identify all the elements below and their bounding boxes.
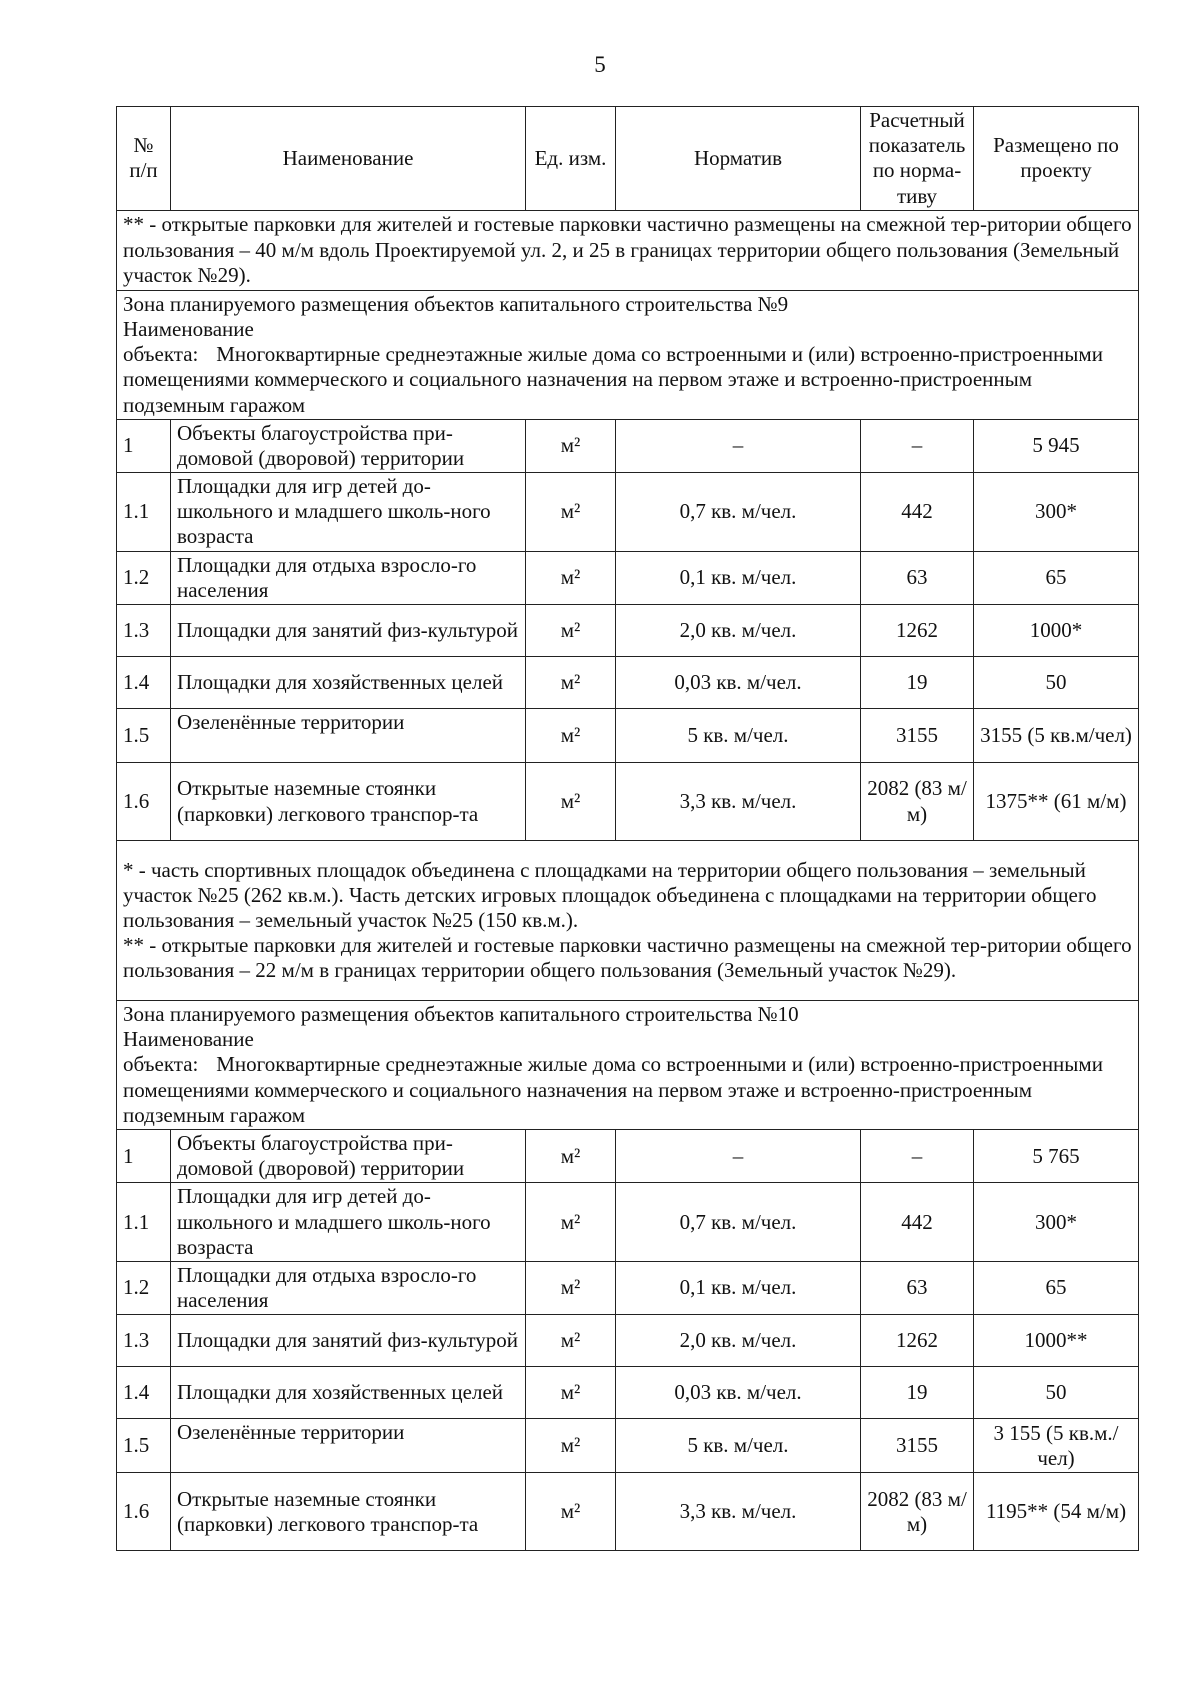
cell-norm: 0,1 кв. м/чел. — [616, 551, 861, 604]
cell-unit: м² — [526, 709, 616, 763]
header-placed: Размещено по проекту — [974, 107, 1139, 211]
cell-name: Объекты благоустройства при-домовой (дворовой) территории — [171, 1129, 526, 1182]
zone-9-title: Зона планируемого размещения объектов капитального строительства №9 — [123, 291, 789, 316]
table-header-row — [117, 107, 1139, 211]
cell-name: Площадки для хозяйственных целей — [171, 1367, 526, 1419]
cell-unit: м² — [526, 1367, 616, 1419]
header-unit: Ед. изм. — [526, 107, 616, 211]
cell-name: Площадки для хозяйственных целей — [171, 657, 526, 709]
cell-num: 1.4 — [117, 1367, 171, 1419]
cell-unit: м² — [526, 1129, 616, 1182]
cell-unit: м² — [526, 1315, 616, 1367]
note-row — [117, 841, 1139, 1001]
cell-placed: 300* — [974, 1183, 1139, 1262]
cell-placed: 50 — [974, 657, 1139, 709]
norms-table — [116, 106, 1139, 1551]
cell-unit: м² — [526, 1261, 616, 1314]
cell-placed: 65 — [974, 551, 1139, 604]
table-row — [117, 763, 1139, 841]
table-row — [117, 1315, 1139, 1367]
cell-num: 1.3 — [117, 605, 171, 657]
table-row — [117, 1129, 1139, 1182]
zone-9-object — [123, 317, 1132, 418]
header-calc: Расчетный показатель по норма-тиву — [861, 107, 974, 211]
zone-10-title: Зона планируемого размещения объектов капитального строительства №10 — [123, 1002, 799, 1026]
cell-name: Площадки для игр детей до-школьного и младшего школь-ного возраста — [171, 473, 526, 552]
cell-unit: м² — [526, 763, 616, 841]
cell-num: 1.1 — [117, 473, 171, 552]
cell-norm: 0,03 кв. м/чел. — [616, 657, 861, 709]
cell-name: Объекты благоустройства при-домовой (дворовой) территории — [171, 419, 526, 472]
cell-placed: 300* — [974, 473, 1139, 552]
cell-num: 1.2 — [117, 551, 171, 604]
cell-name: Озеленённые территории — [171, 709, 526, 763]
footnote-sports: * - часть спортивных площадок объединена с площадками на территории общего пользования – земельный участок №25 (262 кв.м.). Часть детских игровых площадок объединена с площадками на территории общего пользования – земельный участок №25 (150 кв.м.). — [123, 857, 1097, 932]
table-row — [117, 551, 1139, 604]
zone-10-object-text: Многоквартирные среднеэтажные жилые дома со встроенными и (или) встроенно-пристроенными помещениями коммерческого и социального назначения на первом этаже и встроенно-пристроенным подземным гаражом — [123, 1052, 1103, 1127]
table-row — [117, 1367, 1139, 1419]
cell-norm: 2,0 кв. м/чел. — [616, 1315, 861, 1367]
zone-9-object-text: Многоквартирные среднеэтажные жилые дома со встроенными и (или) встроенно-пристроенными помещениями коммерческого и социального назначения на первом этаже и встроенно-пристроенным подземным гаражом — [123, 342, 1103, 417]
zone-10-header — [117, 1001, 1139, 1130]
cell-num: 1 — [117, 419, 171, 472]
cell-calc: 2082 (83 м/м) — [861, 763, 974, 841]
header-num: № п/п — [117, 107, 171, 211]
cell-norm: – — [616, 419, 861, 472]
table-row — [117, 1419, 1139, 1473]
cell-calc: – — [861, 1129, 974, 1182]
cell-norm: 0,7 кв. м/чел. — [616, 1183, 861, 1262]
cell-placed: 50 — [974, 1367, 1139, 1419]
cell-calc: 19 — [861, 1367, 974, 1419]
cell-norm: 5 кв. м/чел. — [616, 709, 861, 763]
cell-num: 1.4 — [117, 657, 171, 709]
page-number: 5 — [594, 52, 606, 77]
table-row — [117, 1261, 1139, 1314]
cell-name: Открытые наземные стоянки (парковки) легкового транспор-та — [171, 763, 526, 841]
cell-num: 1.6 — [117, 763, 171, 841]
table-row — [117, 473, 1139, 552]
zone-10-object-label: Наименование объекта: — [123, 1027, 254, 1077]
cell-unit: м² — [526, 605, 616, 657]
zone-header-row — [117, 1001, 1139, 1130]
cell-calc: 3155 — [861, 709, 974, 763]
cell-unit: м² — [526, 473, 616, 552]
cell-unit: м² — [526, 657, 616, 709]
footnote-parking: ** - открытые парковки для жителей и гостевые парковки частично размещены на смежной тер-ритории общего пользования – 22 м/м в границах территории общего пользования (Земельный участок №29). — [123, 933, 1132, 983]
cell-unit: м² — [526, 1183, 616, 1262]
cell-calc: 1262 — [861, 1315, 974, 1367]
cell-calc: 442 — [861, 473, 974, 552]
cell-calc: 63 — [861, 1261, 974, 1314]
cell-name: Площадки для отдыха взросло-го населения — [171, 551, 526, 604]
zone-9-header — [117, 290, 1139, 419]
zone-header-row — [117, 290, 1139, 419]
parking-note-top: ** - открытые парковки для жителей и гостевые парковки частично размещены на смежной тер-ритории общего пользования – 40 м/м вдоль Проектируемой ул. 2, и 25 в границах территории общего пользования (Земельный участок №29). — [117, 210, 1139, 290]
cell-name: Площадки для занятий физ-культурой — [171, 605, 526, 657]
cell-norm: 5 кв. м/чел. — [616, 1419, 861, 1473]
cell-norm: 0,7 кв. м/чел. — [616, 473, 861, 552]
cell-calc: 19 — [861, 657, 974, 709]
cell-num: 1.5 — [117, 709, 171, 763]
cell-calc: 3155 — [861, 1419, 974, 1473]
cell-norm: 3,3 кв. м/чел. — [616, 763, 861, 841]
table-row — [117, 419, 1139, 472]
cell-calc: 442 — [861, 1183, 974, 1262]
table-row — [117, 709, 1139, 763]
cell-placed: 3155 (5 кв.м/чел) — [974, 709, 1139, 763]
table-row — [117, 605, 1139, 657]
zone-10-object — [123, 1027, 1132, 1128]
cell-num: 1.2 — [117, 1261, 171, 1314]
cell-unit: м² — [526, 551, 616, 604]
cell-name: Площадки для отдыха взросло-го населения — [171, 1261, 526, 1314]
cell-num: 1.5 — [117, 1419, 171, 1473]
header-norm: Норматив — [616, 107, 861, 211]
cell-name: Площадки для занятий физ-культурой — [171, 1315, 526, 1367]
cell-norm: 0,03 кв. м/чел. — [616, 1367, 861, 1419]
table-row — [117, 1473, 1139, 1551]
cell-placed: 1195** (54 м/м) — [974, 1473, 1139, 1551]
cell-placed: 65 — [974, 1261, 1139, 1314]
cell-norm: 2,0 кв. м/чел. — [616, 605, 861, 657]
cell-unit: м² — [526, 1419, 616, 1473]
cell-num: 1.6 — [117, 1473, 171, 1551]
cell-calc: 1262 — [861, 605, 974, 657]
cell-calc: 63 — [861, 551, 974, 604]
cell-unit: м² — [526, 419, 616, 472]
cell-placed: 3 155 (5 кв.м./чел) — [974, 1419, 1139, 1473]
header-name: Наименование — [171, 107, 526, 211]
table-row — [117, 657, 1139, 709]
note-row — [117, 210, 1139, 290]
cell-name: Озеленённые территории — [171, 1419, 526, 1473]
cell-norm: 0,1 кв. м/чел. — [616, 1261, 861, 1314]
cell-norm: – — [616, 1129, 861, 1182]
cell-num: 1 — [117, 1129, 171, 1182]
cell-num: 1.3 — [117, 1315, 171, 1367]
cell-name: Открытые наземные стоянки (парковки) легкового транспор-та — [171, 1473, 526, 1551]
cell-placed: 5 765 — [974, 1129, 1139, 1182]
cell-calc: – — [861, 419, 974, 472]
zone-9-notes — [117, 841, 1139, 1001]
zone-9-object-label: Наименование объекта: — [123, 316, 254, 367]
cell-placed: 5 945 — [974, 419, 1139, 472]
table-row — [117, 1183, 1139, 1262]
cell-norm: 3,3 кв. м/чел. — [616, 1473, 861, 1551]
cell-num: 1.1 — [117, 1183, 171, 1262]
cell-placed: 1000** — [974, 1315, 1139, 1367]
cell-placed: 1000* — [974, 605, 1139, 657]
cell-calc: 2082 (83 м/м) — [861, 1473, 974, 1551]
cell-name: Площадки для игр детей до-школьного и младшего школь-ного возраста — [171, 1183, 526, 1262]
cell-placed: 1375** (61 м/м) — [974, 763, 1139, 841]
cell-unit: м² — [526, 1473, 616, 1551]
